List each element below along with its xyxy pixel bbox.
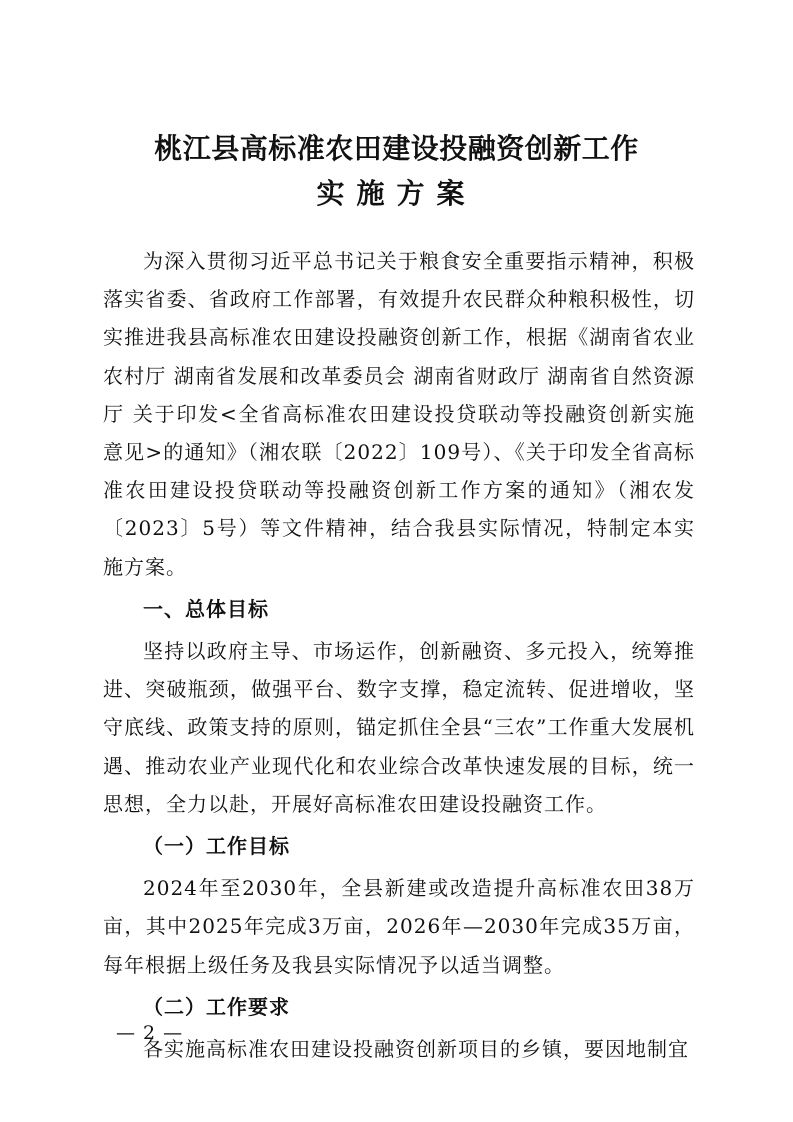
document-subtitle: 实施方案 [316,177,477,210]
subsection-heading-work-goal: （一）工作目标 [143,834,290,859]
document-title: 桃江县高标准农田建设投融资创新工作 [154,132,639,165]
section-paragraph-overall-goal: 坚持以政府主导、市场运作，创新融资、多元投入，统筹推进、突破瓶颈，做强平台、数字支撑，稳定流转、促进增收，坚守底线、政策支持的原则，锚定抓住全县“三农”工作重大发展机遇、推动农业产业现代化和农业综合改革快速发展的目标，统一思想，全力以赴，开展好高标准农田建设投融资工作。 [103,639,695,816]
page-number: — 2 — [116,1022,184,1044]
intro-paragraph: 为深入贯彻习近平总书记关于粮食安全重要指示精神，积极落实省委、省政府工作部署，有效提升农民群众种粮积极性，切实推进我县高标准农田建设投融资创新工作，根据《湖南省农业农村厅 湖南省发展和改革委员会 湖南省财政厅 湖南省自然资源厅 关于印发<全省高标准农田建设投贷联动等投融资创新实施意见>的通知》（湘农联〔2022〕109号）、《关于印发全省高标准农田建设投贷联动等投融资创新工作方案的通知》（湘农发〔2023〕5号）等文件精神，结合我县实际情况，特制定本实施方案。 [103,249,695,579]
document-body [103,242,695,1068]
subsection-paragraph-work-requirements: 各实施高标准农田建设投融资创新项目的乡镇，要因地制宜 [143,1037,689,1062]
subsection-paragraph-work-goal: 2024年至2030年，全县新建或改造提升高标准农田38万亩，其中2025年完成3万亩，2026年—2030年完成35万亩，每年根据上级任务及我县实际情况予以适当调整。 [103,876,695,977]
section-heading-overall-goal: 一、总体目标 [143,596,269,621]
subsection-heading-work-requirements: （二）工作要求 [143,994,290,1019]
